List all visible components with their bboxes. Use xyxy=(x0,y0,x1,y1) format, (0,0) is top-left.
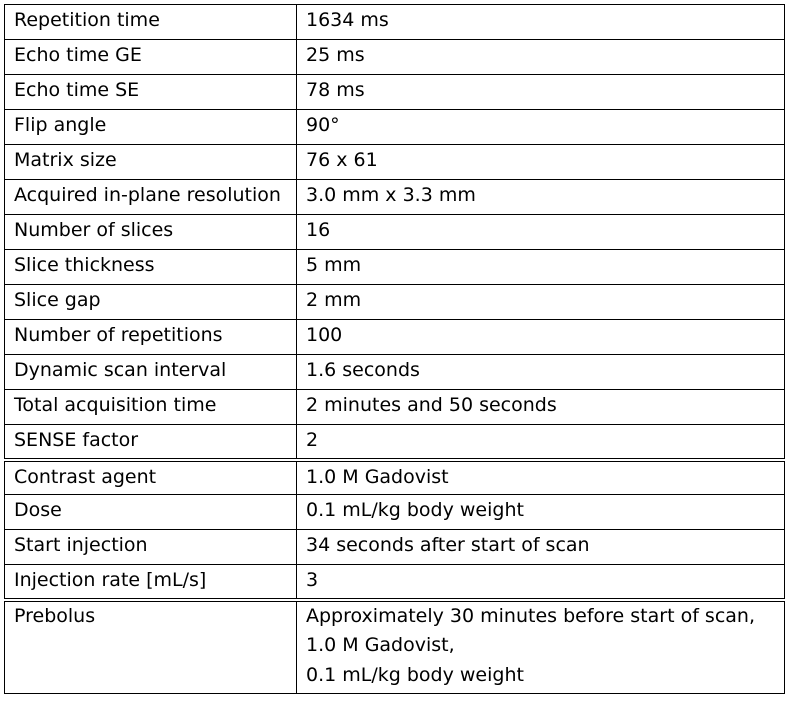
table-row xyxy=(5,355,785,390)
parameter-name: Prebolus xyxy=(5,600,297,694)
parameter-value: 90° xyxy=(297,110,785,145)
table-row xyxy=(5,425,785,460)
parameter-name: Flip angle xyxy=(5,110,297,145)
table-row xyxy=(5,75,785,110)
table-row xyxy=(5,180,785,215)
parameter-value: 2 mm xyxy=(297,285,785,320)
parameter-name: Start injection xyxy=(5,530,297,565)
table-row xyxy=(5,285,785,320)
parameter-value: 76 x 61 xyxy=(297,145,785,180)
prebolus-value-line: Approximately 30 minutes before start of scan, xyxy=(306,604,755,627)
parameter-name: Number of slices xyxy=(5,215,297,250)
parameter-value: 1.0 M Gadovist xyxy=(297,460,785,495)
parameter-value: 2 xyxy=(297,425,785,460)
parameter-name: Dose xyxy=(5,495,297,530)
parameter-name: Echo time GE xyxy=(5,40,297,75)
parameter-value: 3 xyxy=(297,565,785,600)
parameter-value: 16 xyxy=(297,215,785,250)
table-row xyxy=(5,565,785,600)
table-row xyxy=(5,600,785,694)
parameter-value xyxy=(297,600,785,694)
parameter-name: Number of repetitions xyxy=(5,320,297,355)
parameter-name: Contrast agent xyxy=(5,460,297,495)
prebolus-value-line: 0.1 mL/kg body weight xyxy=(306,663,524,686)
table-row xyxy=(5,215,785,250)
table-row xyxy=(5,390,785,425)
parameter-value: 3.0 mm x 3.3 mm xyxy=(297,180,785,215)
prebolus-value-line: 1.0 M Gadovist, xyxy=(306,634,455,656)
parameter-value: 2 minutes and 50 seconds xyxy=(297,390,785,425)
parameter-name: Slice thickness xyxy=(5,250,297,285)
parameter-name: Matrix size xyxy=(5,145,297,180)
parameter-name: Slice gap xyxy=(5,285,297,320)
table-row xyxy=(5,40,785,75)
parameter-value: 100 xyxy=(297,320,785,355)
parameter-name: Echo time SE xyxy=(5,75,297,110)
table-row xyxy=(5,460,785,495)
table-row xyxy=(5,110,785,145)
parameter-value: 34 seconds after start of scan xyxy=(297,530,785,565)
parameter-value: 5 mm xyxy=(297,250,785,285)
table-row xyxy=(5,145,785,180)
parameter-value: 25 ms xyxy=(297,40,785,75)
parameter-name: Dynamic scan interval xyxy=(5,355,297,390)
parameter-value: 1634 ms xyxy=(297,5,785,40)
parameter-value: 0.1 mL/kg body weight xyxy=(297,495,785,530)
parameter-name: Total acquisition time xyxy=(5,390,297,425)
scan-parameters-table xyxy=(4,4,785,694)
table-row xyxy=(5,530,785,565)
table-row xyxy=(5,5,785,40)
parameter-name: Injection rate [mL/s] xyxy=(5,565,297,600)
table-row xyxy=(5,495,785,530)
parameter-value: 78 ms xyxy=(297,75,785,110)
table-row xyxy=(5,250,785,285)
table-row xyxy=(5,320,785,355)
parameter-name: Acquired in-plane resolution xyxy=(5,180,297,215)
parameter-value: 1.6 seconds xyxy=(297,355,785,390)
parameter-name: Repetition time xyxy=(5,5,297,40)
parameter-name: SENSE factor xyxy=(5,425,297,460)
